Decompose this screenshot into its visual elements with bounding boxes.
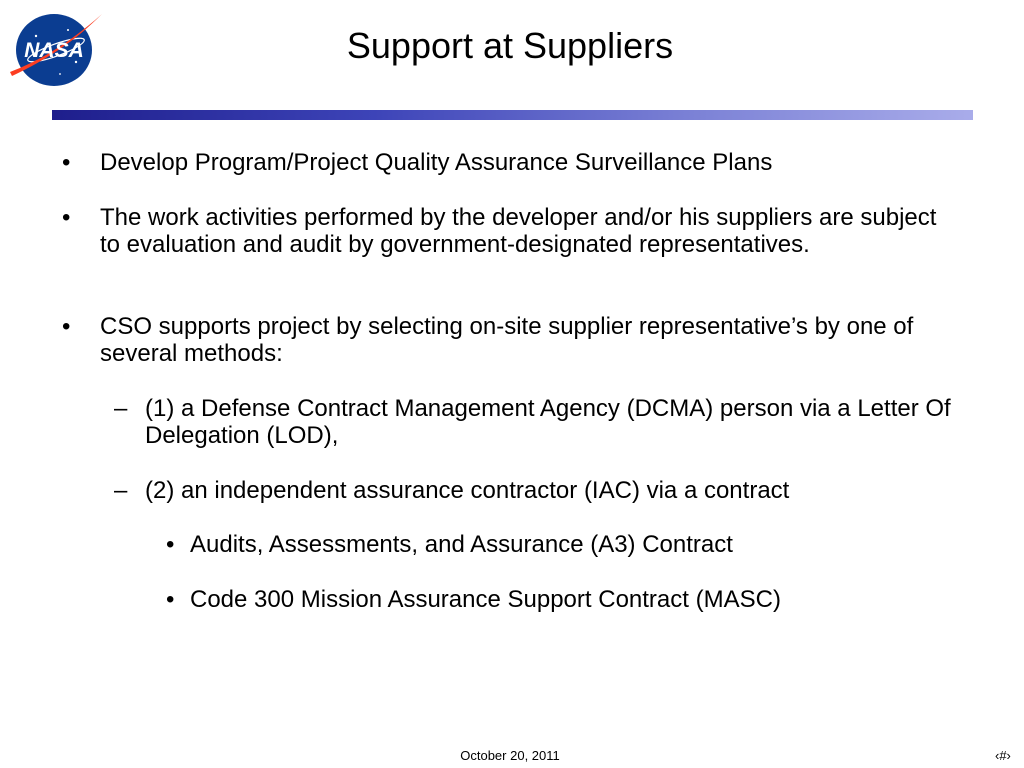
bullet-marker: •	[166, 531, 175, 558]
bullet-text: Develop Program/Project Quality Assurance Surveillance Plans	[100, 149, 773, 176]
dash-marker: –	[114, 395, 128, 422]
slide-title: Support at Suppliers	[346, 25, 674, 66]
bullet-text: The work activities performed by the developer and/or his suppliers are subject to evaluation and audit by government-designated representatives.	[100, 204, 937, 258]
footer-page-number: ‹#›	[995, 748, 1011, 763]
sub-sub-bullet-text: Audits, Assessments, and Assurance (A3) Contract	[190, 531, 733, 558]
bullet-marker: •	[62, 149, 71, 176]
sub-bullet-text: (1) a Defense Contract Management Agency (DCMA) person via a Letter Of Delegation (LOD),	[145, 395, 951, 449]
dash-marker: –	[114, 477, 128, 504]
bullet-marker: •	[62, 313, 71, 340]
sub-sub-bullet-text: Code 300 Mission Assurance Support Contract (MASC)	[190, 586, 781, 613]
footer-date: October 20, 2011	[460, 748, 560, 763]
bullet-marker: •	[62, 204, 71, 231]
bullet-marker: •	[166, 586, 175, 613]
bullet-text: CSO supports project by selecting on-site supplier representative’s by one of several methods:	[100, 313, 914, 367]
sub-bullet-text: (2) an independent assurance contractor (IAC) via a contract	[145, 477, 790, 504]
nasa-logo-text: NASA	[24, 39, 84, 62]
